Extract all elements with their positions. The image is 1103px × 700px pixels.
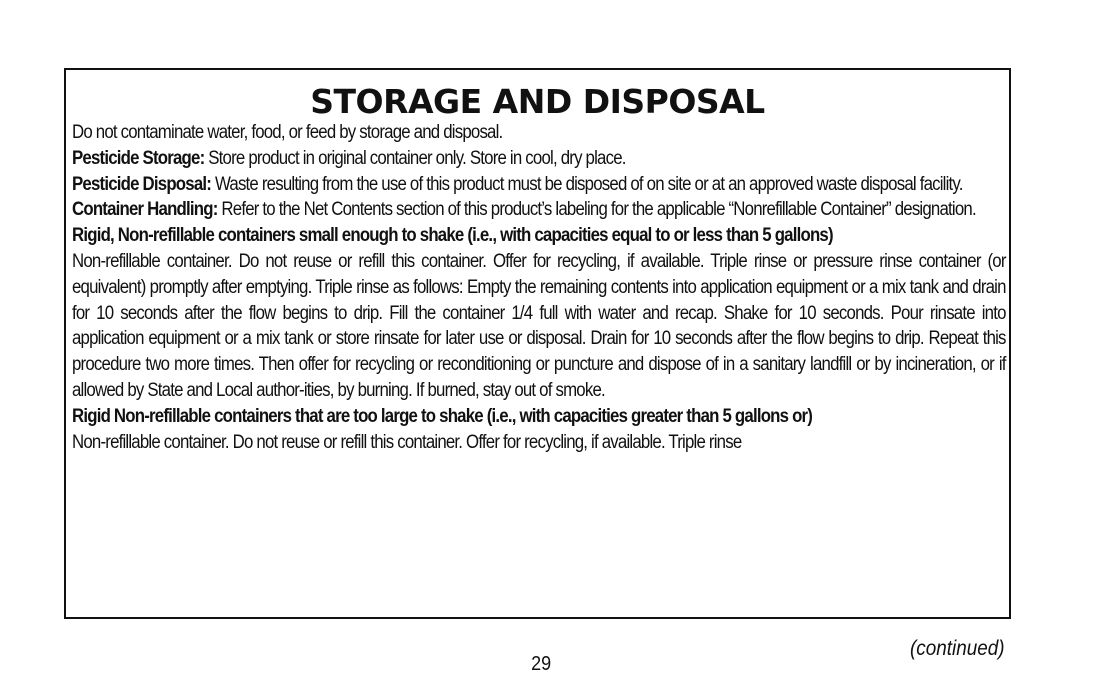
small-containers-heading: Rigid, Non-refillable containers small enough to shake (i.e., with capacities equal to or less than 5 gallons) [72, 225, 833, 247]
pesticide-disposal-label: Pesticide Disposal: [72, 173, 212, 195]
section-heading: STORAGE AND DISPOSAL [310, 82, 765, 121]
pesticide-storage-paragraph [72, 146, 1006, 172]
page-number: 29 [531, 653, 552, 675]
container-handling-paragraph [72, 197, 1006, 223]
large-containers-text: Non-refillable container. Do not reuse or refill this container. Offer for recycling, if available. Triple rinse [72, 431, 742, 453]
storage-disposal-section [64, 68, 1011, 619]
continued-note: (continued) [910, 637, 1005, 660]
container-handling-text: Refer to the Net Contents section of this product’s labeling for the applicable “Nonrefillable Container” designation. [217, 199, 976, 221]
pesticide-storage-text: Store product in original container only. Store in cool, dry place. [204, 147, 626, 169]
container-handling-label: Container Handling: [72, 199, 218, 221]
intro-paragraph: Do not contaminate water, food, or feed by storage and disposal. [72, 122, 503, 143]
section-body [72, 120, 1006, 455]
small-containers-text: Non-refillable container. Do not reuse or refill this container. Offer for recycling, if available. Triple rinse or pressure rinse container (or equivalent) promptly after emptying. Triple rinse as follows: Empty the remaining contents into application equipment or a mix tank and drain for 10 seconds after the flow begins to drip. Fill the container 1/4 full with water and recap. Shake for 10 seconds. Pour rinsate into application equipment or a mix tank or store rinsate for later use or disposal. Drain for 10 seconds after the flow begins to drip. Repeat this procedure two more times. Then offer for recycling or reconditioning or puncture and dispose of in a sanitary landfill or by incineration, or if allowed by State and Local author-ities, by burning. If burned, stay out of smoke. [72, 250, 1006, 401]
large-containers-heading: Rigid Non-refillable containers that are too large to shake (i.e., with capacities greater than 5 gallons or) [72, 405, 813, 427]
pesticide-disposal-paragraph [72, 172, 1006, 198]
pesticide-storage-label: Pesticide Storage: [72, 147, 205, 169]
pesticide-disposal-text: Waste resulting from the use of this product must be disposed of on site or at an approved waste disposal facility. [211, 173, 963, 195]
